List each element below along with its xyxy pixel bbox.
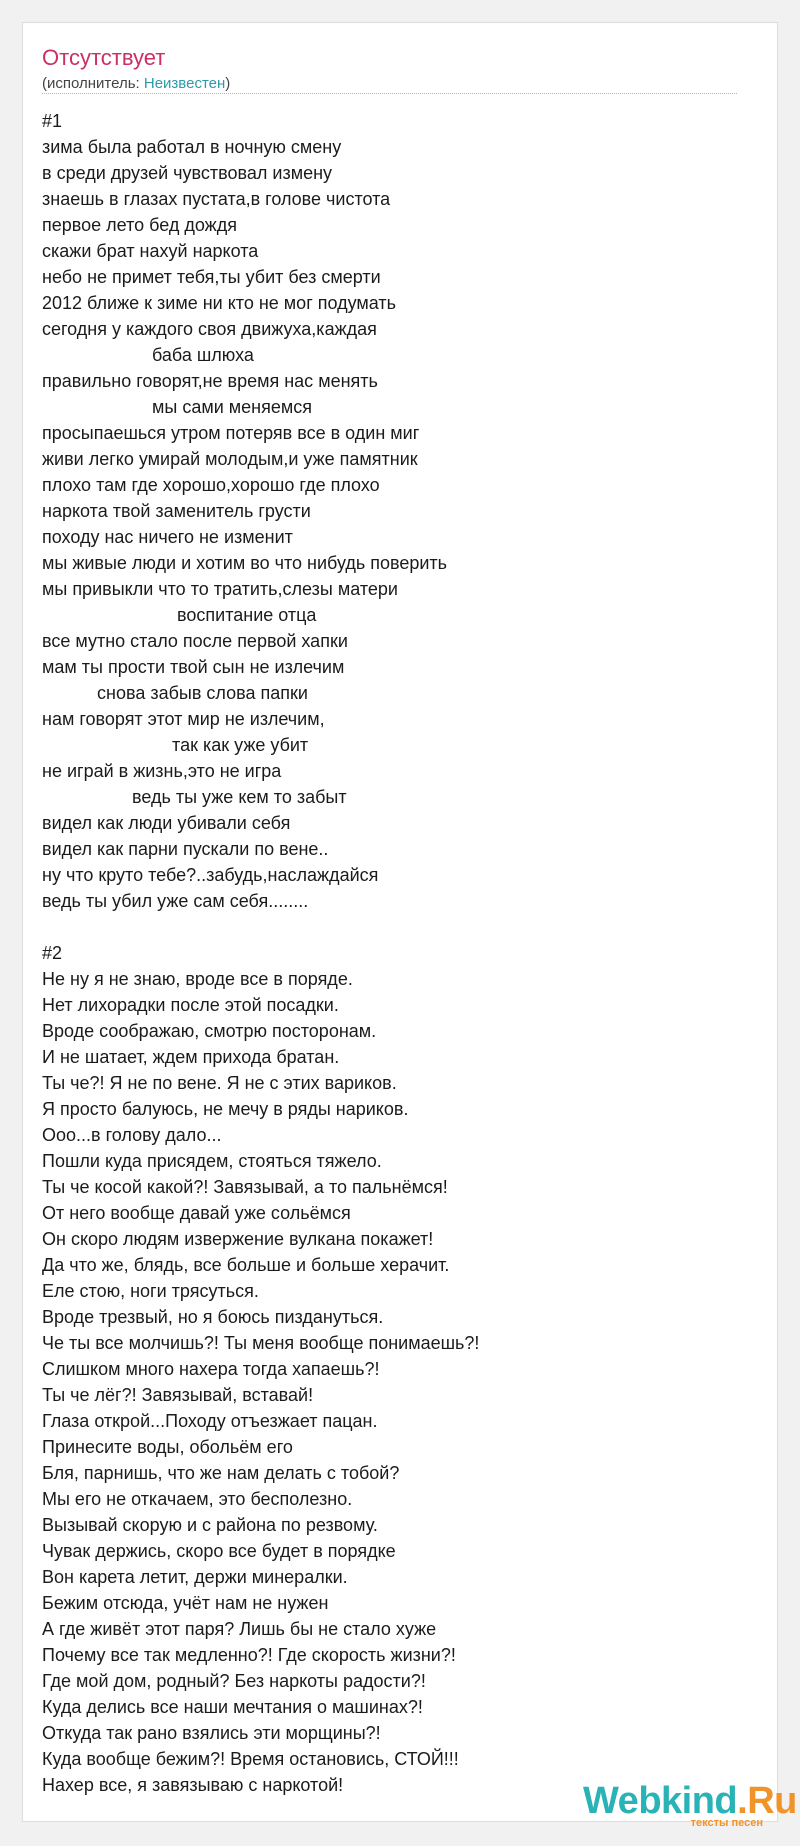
lyrics-card bbox=[22, 22, 797, 1829]
logo-domain: .Ru bbox=[737, 1780, 797, 1822]
logo-name: Webkind bbox=[583, 1780, 738, 1822]
logo-tagline: тексты песен bbox=[690, 1817, 763, 1829]
lyrics-text: #1 зима была работал в ночную смену в среди друзей чувствовал измену знаешь в глазах пустата,в голове чистота первое лето бед дождя скажи брат нахуй наркота небо не примет тебя,ты убит без смерти 2012 ближе к зиме ни кто не мог подумать сегодня у каждого своя движуха,каждая баба шлюха правильно говорят,не время нас менять мы сами меняемся просыпаешься утром потеряв все в один миг живи легко умирай молодым,и уже памятник плохо там где хорошо,хорошо где плохо наркота твой заменитель грусти походу нас ничего не изменит мы живые люди и хотим во что нибудь поверить мы привыкли что то тратить,слезы матери воспитание отца все мутно стало после первой хапки мам ты прости твой сын не излечим снова забыв слова папки нам говорят этот мир не излечим, так как уже убит не играй в жизнь,это не игра ведь ты уже кем то забыт видел как люди убивали себя видел как парни пускали по вене.. ну что круто тебе?..забудь,наслаждайся ведь ты убил уже сам себя........ #2 Не ну я не знаю, вроде все в поряде. Нет лихорадки после этой посадки. Вроде соображаю, смотрю посторонам. И не шатает, ждем прихода братан. Ты че?! Я не по вене. Я не с этих вариков. Я просто балуюсь, не мечу в ряды нариков. Ооо...в голову дало... Пошли куда присядем, стояться тяжело. Ты че косой какой?! Завязывай, а то пальнёмся! От него вообще давай уже сольёмся Он скоро людям извержение вулкана покажет! Да что же, блядь, все больше и больше херачит. Еле стою, ноги трясуться. Вроде трезвый, но я боюсь пиздануться. Че ты все молчишь?! Ты меня вообще понимаешь?! Слишком много нахера тогда хапаешь?! Ты че лёг?! Завязывай, вставай! Глаза открой...Походу отъезжает пацан. Принесите воды, обольём его Бля, парнишь, что же нам делать с тобой? Мы его не откачаем, это бесполезно. Вызывай скорую и с района по резвому. Чувак держись, скоро все будет в порядке Вон карета летит, держи минералки. Бежим отсюда, учёт нам не нужен А где живёт этот паря? Лишь бы не стало хуже Почему все так медленно?! Где скорость жизни?! Где мой дом, родный? Без наркоты радости?! Куда делись все наши мечтания о машинах?! Откуда так рано взялись эти морщины?! Куда вообще бежим?! Время остановись, СТОЙ!!! Нахер все, я завязываю с наркотой! bbox=[42, 111, 480, 1795]
site-logo[interactable] bbox=[583, 1780, 797, 1831]
artist-line bbox=[42, 75, 230, 92]
song-title: Отсутствует bbox=[42, 45, 166, 70]
header-divider bbox=[42, 93, 737, 94]
logo-wordmark bbox=[583, 1781, 797, 1821]
artist-suffix: ) bbox=[225, 75, 231, 92]
artist-link[interactable]: Неизвестен bbox=[143, 75, 226, 92]
artist-prefix: (исполнитель: bbox=[42, 75, 144, 92]
